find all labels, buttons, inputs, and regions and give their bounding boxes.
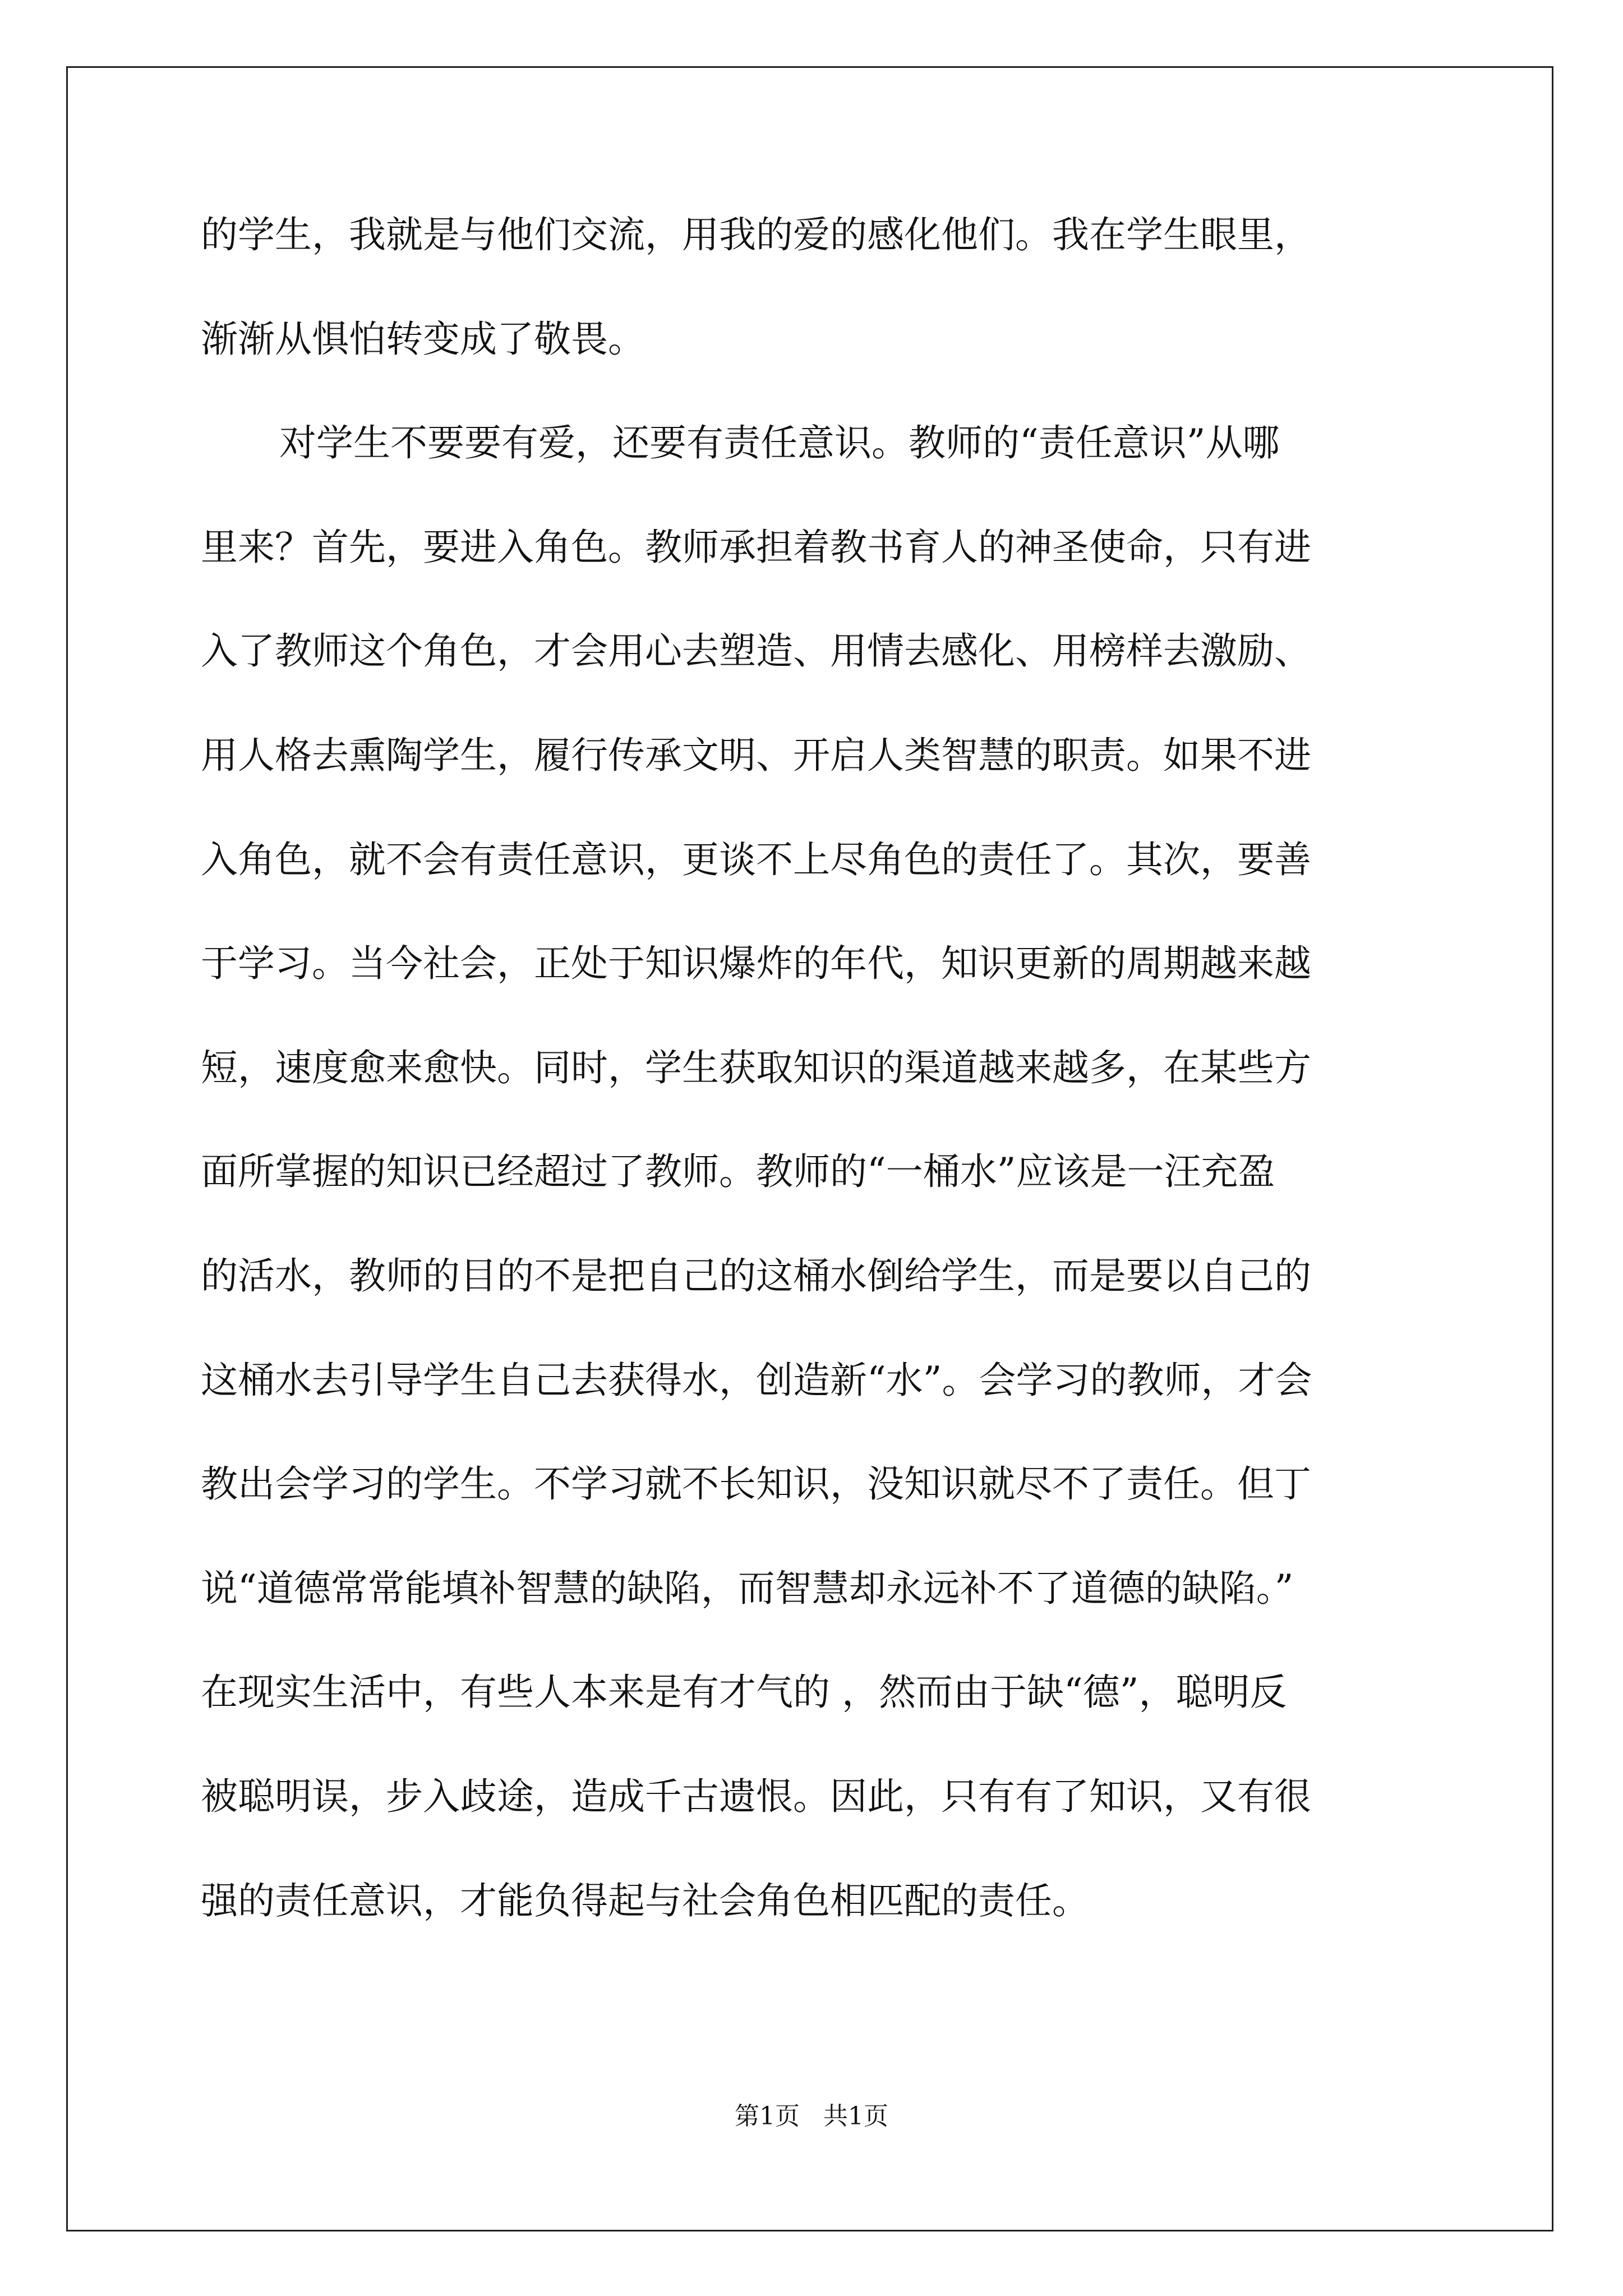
- text-line: 在现实生活中，有些人本来是有才气的 ，然而由于缺“德”，聪明反: [201, 1671, 1287, 1714]
- text-line: 入角色，就不会有责任意识，更谈不上尽角色的责任了。其次，要善: [201, 838, 1311, 881]
- text-line: 被聪明误，步入歧途，造成千古遗恨。因此，只有有了知识，又有很: [201, 1775, 1311, 1818]
- page-footer: 第1页 共1页: [735, 2102, 888, 2131]
- text-line: 的活水，教师的目的不是把自己的这桶水倒给学生，而是要以自己的: [201, 1254, 1311, 1297]
- text-line: 渐渐从惧怕转变成了敬畏。: [201, 318, 645, 361]
- text-line: 这桶水去引导学生自己去获得水，创造新“水”。会学习的教师，才会: [201, 1359, 1312, 1402]
- text-line: 说“道德常常能填补智慧的缺陷，而智慧却永远补不了道德的缺陷。”: [201, 1567, 1294, 1610]
- text-line: 强的责任意识，才能负得起与社会角色相匹配的责任。: [201, 1879, 1089, 1922]
- text-line: 用人格去熏陶学生，履行传承文明、开启人类智慧的职责。如果不进: [201, 734, 1311, 777]
- text-line: 面所掌握的知识已经超过了教师。教师的“一桶水”应该是一汪充盈: [201, 1150, 1275, 1193]
- text-line: 于学习。当今社会，正处于知识爆炸的年代，知识更新的周期越来越: [201, 942, 1311, 985]
- text-line: 的学生，我就是与他们交流，用我的爱的感化他们。我在学生眼里，: [201, 213, 1311, 256]
- text-line: 里来？首先，要进入角色。教师承担着教书育人的神圣使命，只有进: [201, 526, 1311, 569]
- text-line: 入了教师这个角色，才会用心去塑造、用情去感化、用榜样去激励、: [201, 629, 1311, 673]
- text-line: 教出会学习的学生。不学习就不长知识，没知识就尽不了责任。但丁: [201, 1462, 1311, 1506]
- text-line: 短，速度愈来愈快。同时，学生获取知识的渠道越来越多，在某些方: [201, 1046, 1311, 1089]
- paragraph-first-line: 对学生不要要有爱，还要有责任意识。教师的“责任意识”从哪: [279, 421, 1280, 464]
